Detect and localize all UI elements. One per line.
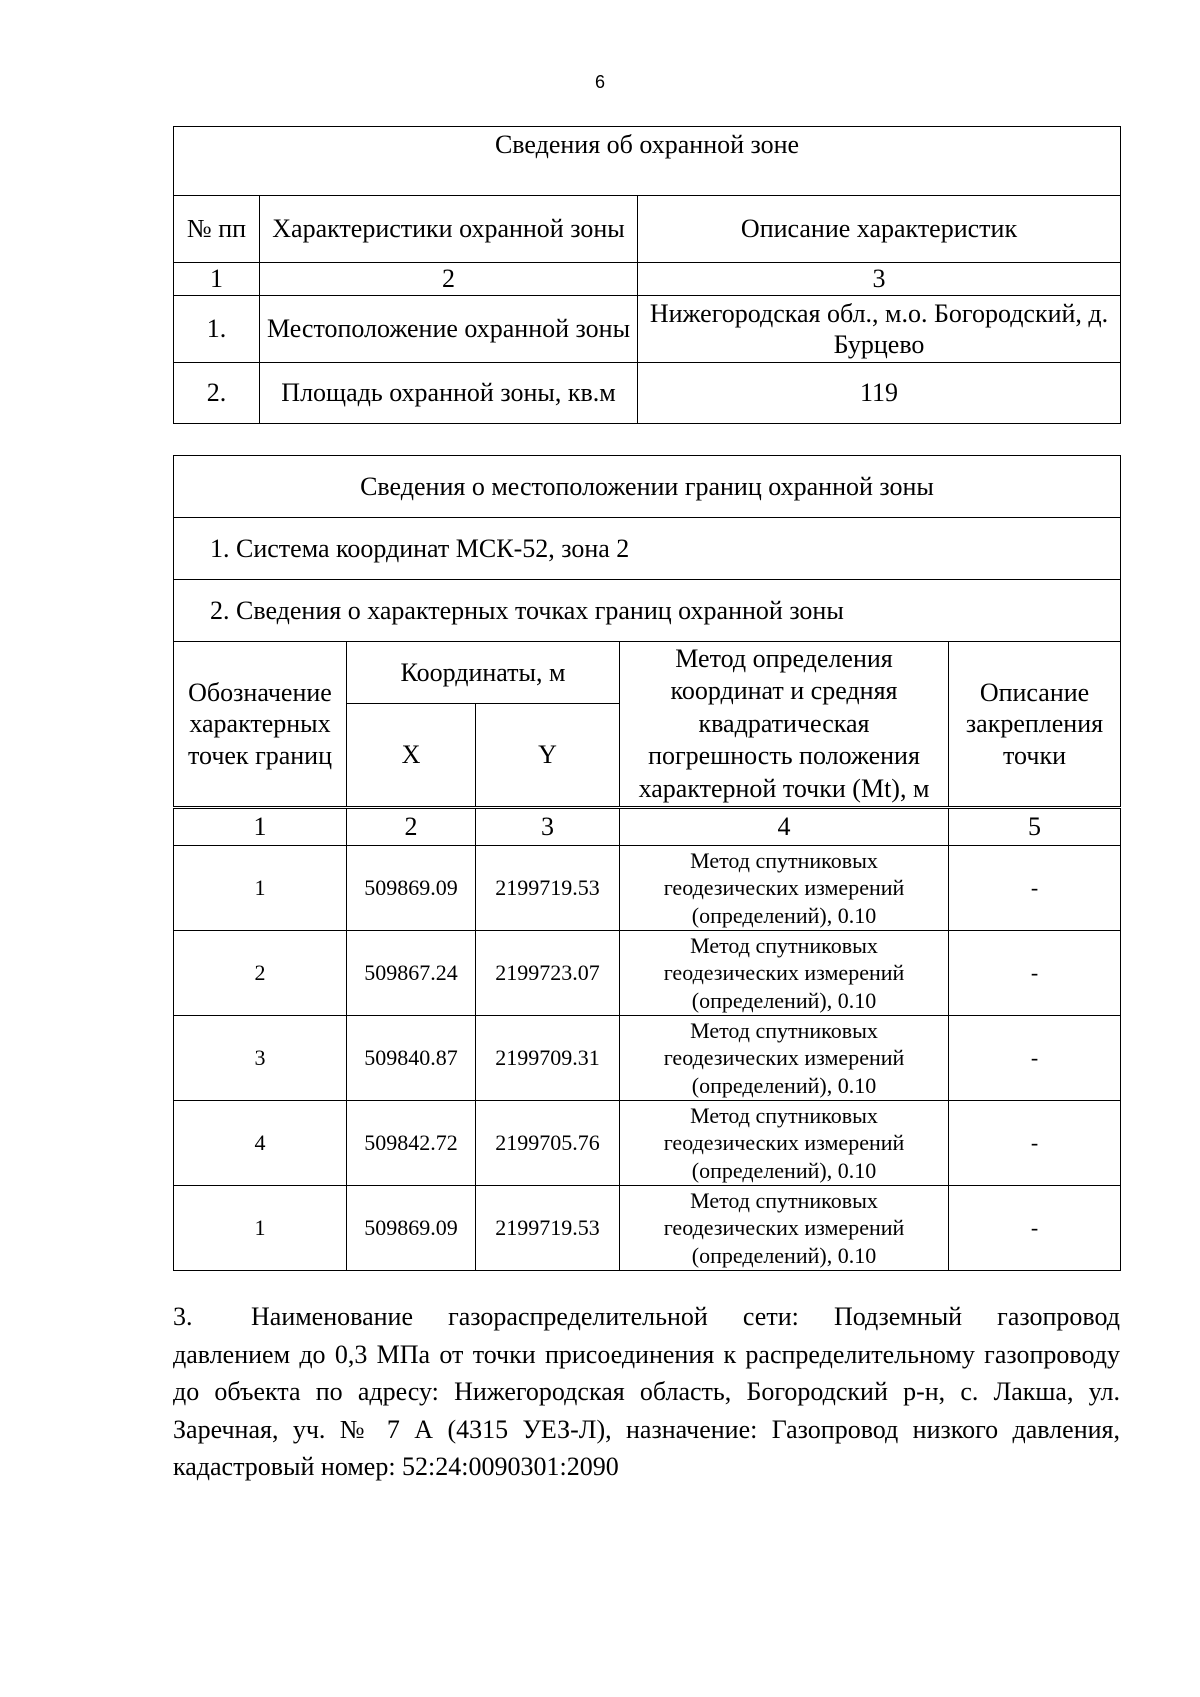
header-designation: Обозначение характерных точек границ [174,642,347,807]
row-description: 119 [638,363,1121,424]
point-id: 3 [174,1016,347,1101]
col-number: 1 [174,808,347,846]
point-method: Метод спутниковых геодезических измерений (определений), 0.10 [620,846,949,931]
header-y: Y [476,704,620,807]
boundary-points-table [173,806,1121,1271]
page-number: 6 [594,72,605,92]
point-method: Метод спутниковых геодезических измерений (определений), 0.10 [620,1186,949,1271]
col-number: 5 [949,808,1121,846]
point-y: 2199719.53 [476,1186,620,1271]
header-num: № пп [174,196,260,263]
header-x: X [347,704,476,807]
point-y: 2199709.31 [476,1016,620,1101]
table-row [174,1016,1121,1101]
point-y: 2199719.53 [476,846,620,931]
col-number: 2 [260,263,638,296]
col-number: 2 [347,808,476,846]
zone-info-title: Сведения об охранной зоне [174,127,1121,196]
gas-network-paragraph [173,1298,1120,1486]
row-characteristic: Площадь охранной зоны, кв.м [260,363,638,424]
point-y: 2199723.07 [476,931,620,1016]
row-description: Нижегородская обл., м.о. Богородский, д. Бурцево [638,296,1121,363]
paragraph-number: 3. [173,1302,193,1331]
paragraph-text: Наименование газораспределительной сети: Подземный газопровод давлением до 0,3 МПа от точки присоединения к распределительному газопроводу до объекта по адресу: Нижегородская область, Богородский р-н, с. Лакша, ул. Заречная, уч. № 7 А (4315 УЕЗ-Л), назначение: Газопровод низкого давления, кадастровый номер: 52:24:0090301:2090 [173,1302,1120,1481]
point-x: 509867.24 [347,931,476,1016]
point-x: 509869.09 [347,1186,476,1271]
col-number: 4 [620,808,949,846]
boundaries-title: Сведения о местоположении границ охранной зоны [174,456,1121,518]
boundary-location-table [173,455,1121,807]
table-row [174,1186,1121,1271]
point-fixing: - [949,931,1121,1016]
col-number: 3 [638,263,1121,296]
col-number: 3 [476,808,620,846]
points-title: 2. Сведения о характерных точках границ охранной зоны [174,580,1121,642]
protection-zone-info-table [173,126,1121,424]
point-fixing: - [949,1186,1121,1271]
coordinate-system: 1. Система координат МСК-52, зона 2 [174,518,1121,580]
header-characteristic: Характеристики охранной зоны [260,196,638,263]
point-method: Метод спутниковых геодезических измерений (определений), 0.10 [620,931,949,1016]
header-method: Метод определения координат и средняя квадратическая погрешность положения характерной точки (Mt), м [620,642,949,807]
point-fixing: - [949,1016,1121,1101]
row-num: 1. [174,296,260,363]
table-row [174,296,1121,363]
table-row [174,363,1121,424]
point-x: 509840.87 [347,1016,476,1101]
header-coordinates: Координаты, м [347,642,620,704]
point-x: 509869.09 [347,846,476,931]
table-row [174,931,1121,1016]
point-x: 509842.72 [347,1101,476,1186]
point-id: 1 [174,1186,347,1271]
table-row [174,1101,1121,1186]
point-id: 1 [174,846,347,931]
point-method: Метод спутниковых геодезических измерений (определений), 0.10 [620,1101,949,1186]
header-fixing: Описание закрепления точки [949,642,1121,807]
point-y: 2199705.76 [476,1101,620,1186]
header-description: Описание характеристик [638,196,1121,263]
table-row [174,846,1121,931]
point-id: 4 [174,1101,347,1186]
point-fixing: - [949,1101,1121,1186]
row-num: 2. [174,363,260,424]
col-number: 1 [174,263,260,296]
point-method: Метод спутниковых геодезических измерений (определений), 0.10 [620,1016,949,1101]
point-fixing: - [949,846,1121,931]
row-characteristic: Местоположение охранной зоны [260,296,638,363]
point-id: 2 [174,931,347,1016]
